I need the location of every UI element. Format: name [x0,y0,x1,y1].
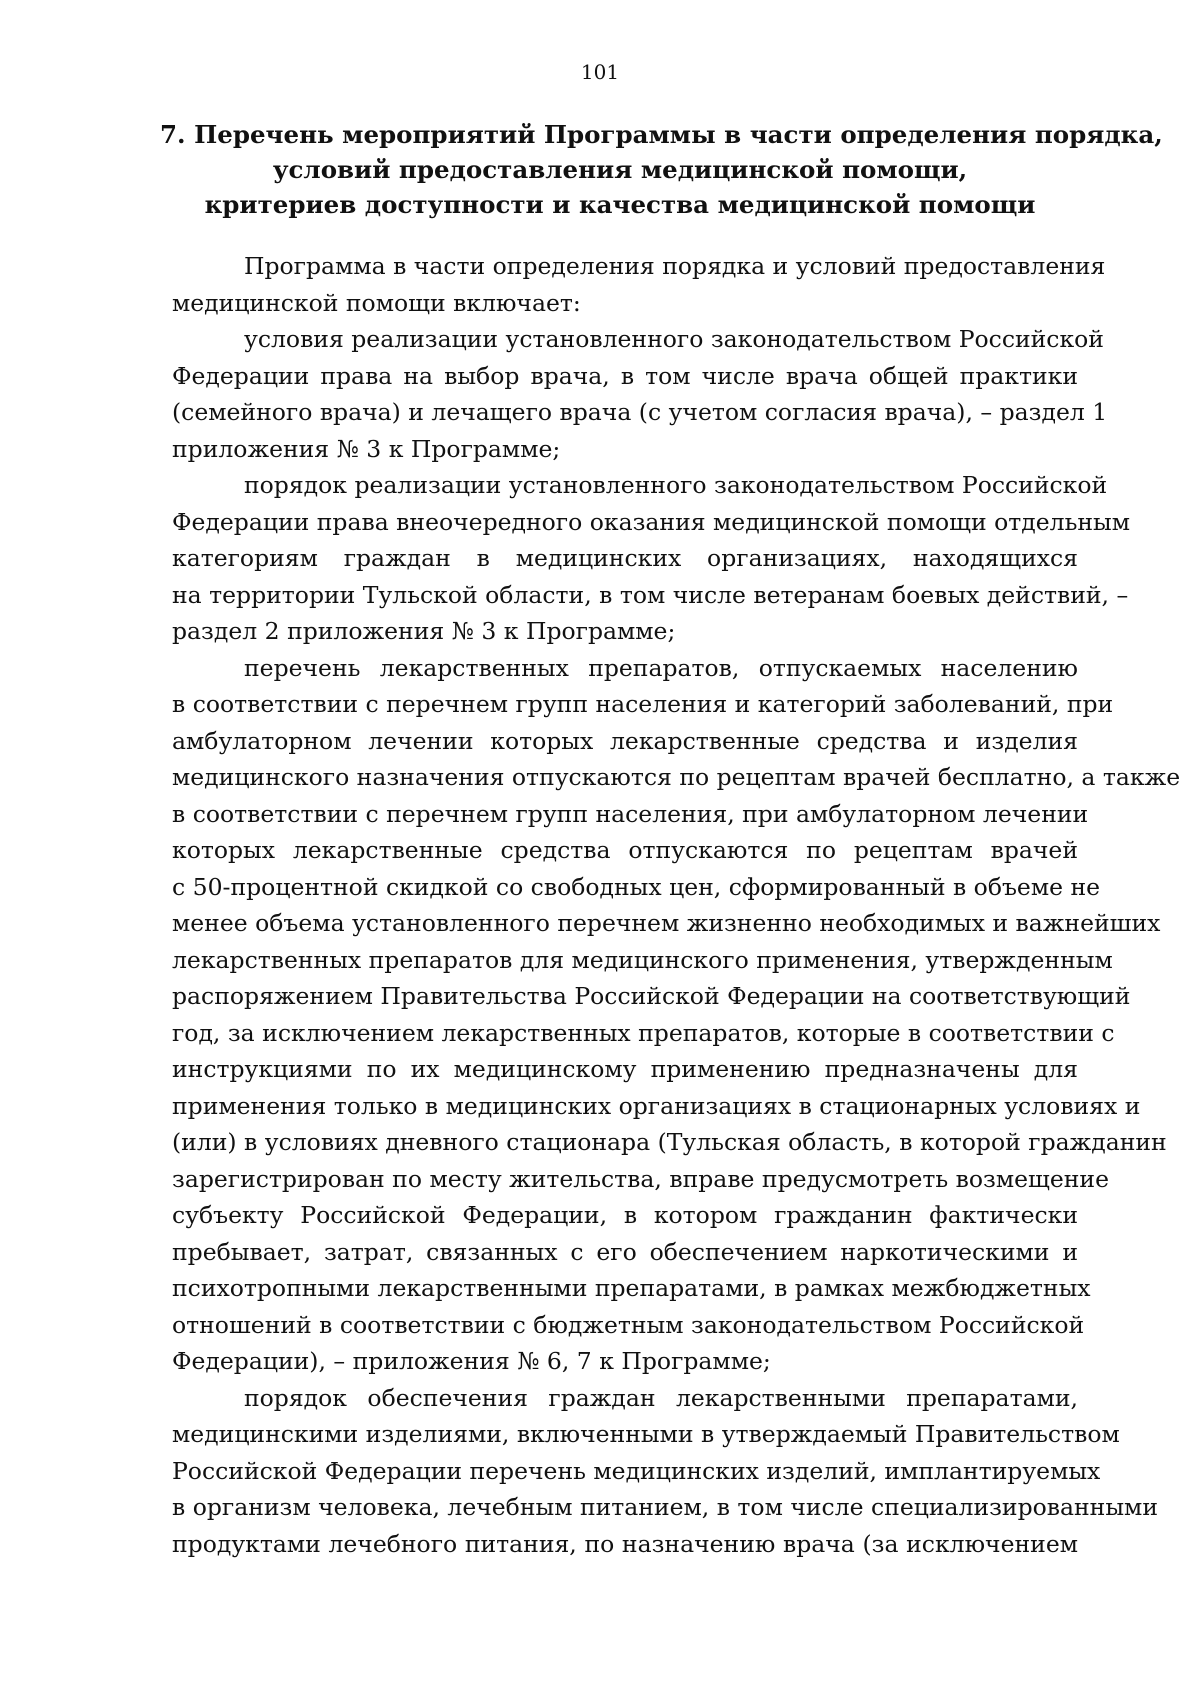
text-line: продуктами лечебного питания, по назначению врача (за исключением [172,1529,1078,1558]
section-heading [160,117,1163,222]
text-line: пребывает, затрат, связанных с его обеспечением наркотическими и [172,1237,1078,1266]
text-line: Программа в части определения порядка и условий предоставления [244,252,1106,280]
text-line: применения только в медицинских организациях в стационарных условиях и [172,1091,1141,1120]
text-line: приложения № 3 к Программе; [172,434,561,463]
heading-line: 7. Перечень мероприятий Программы в части определения порядка, [160,120,1163,149]
heading-line: условий предоставления медицинской помощи, [272,155,968,184]
text-line: в соответствии с перечнем групп населения и категорий заболеваний, при [172,690,1114,718]
heading-line: критериев доступности и качества медицинской помощи [204,190,1036,219]
text-line: Федерации права внеочередного оказания медицинской помощи отдельным [172,507,1131,536]
text-line: в соответствии с перечнем групп населения, при амбулаторном лечении [172,799,1089,828]
text-line: на территории Тульской области, в том числе ветеранам боевых действий, – [172,580,1129,609]
text-line: порядок реализации установленного законодательством Российской [244,471,1108,499]
text-line: Российской Федерации перечень медицинских изделий, имплантируемых [172,1456,1101,1485]
text-line: (семейного врача) и лечащего врача (с учетом согласия врача), – раздел 1 [172,398,1108,426]
text-line: Федерации права на выбор врача, в том числе врача общей практики [172,361,1078,390]
text-line: отношений в соответствии с бюджетным законодательством Российской [172,1310,1085,1339]
text-line: лекарственных препаратов для медицинского применения, утвержденным [172,945,1113,974]
text-line: в организм человека, лечебным питанием, в том числе специализированными [172,1493,1158,1521]
text-line: которых лекарственные средства отпускаются по рецептам врачей [172,836,1078,864]
text-line: порядок обеспечения граждан лекарственными препаратами, [244,1383,1078,1412]
text-line: медицинской помощи включает: [172,288,581,317]
text-line: амбулаторном лечении которых лекарственные средства и изделия [172,726,1078,755]
text-line: распоряжением Правительства Российской Федерации на соответствующий [172,982,1131,1010]
text-line: перечень лекарственных препаратов, отпускаемых населению [244,653,1078,682]
text-line: зарегистрирован по месту жительства, вправе предусмотреть возмещение [172,1164,1110,1193]
text-line: медицинскими изделиями, включенными в утверждаемый Правительством [172,1420,1120,1448]
body-text [172,248,1181,1562]
text-line: раздел 2 приложения № 3 к Программе; [172,617,676,645]
text-line: с 50-процентной скидкой со свободных цен, сформированный в объеме не [172,872,1101,901]
text-line: Федерации), – приложения № 6, 7 к Программе; [172,1347,771,1375]
text-line: медицинского назначения отпускаются по рецептам врачей бесплатно, а также [172,763,1181,791]
page-number: 101 [580,60,620,84]
text-line: менее объема установленного перечнем жизненно необходимых и важнейших [172,909,1161,937]
text-line: (или) в условиях дневного стационара (Тульская область, в которой гражданин [172,1128,1167,1156]
text-line: инструкциями по их медицинскому применению предназначены для [172,1055,1078,1083]
text-line: условия реализации установленного законодательством Российской [244,325,1104,353]
text-line: психотропными лекарственными препаратами, в рамках межбюджетных [172,1274,1091,1302]
text-line: год, за исключением лекарственных препаратов, которые в соответствии с [172,1018,1115,1047]
text-line: категориям граждан в медицинских организациях, находящихся [172,544,1078,572]
text-line: субъекту Российской Федерации, в котором гражданин фактически [172,1201,1078,1229]
